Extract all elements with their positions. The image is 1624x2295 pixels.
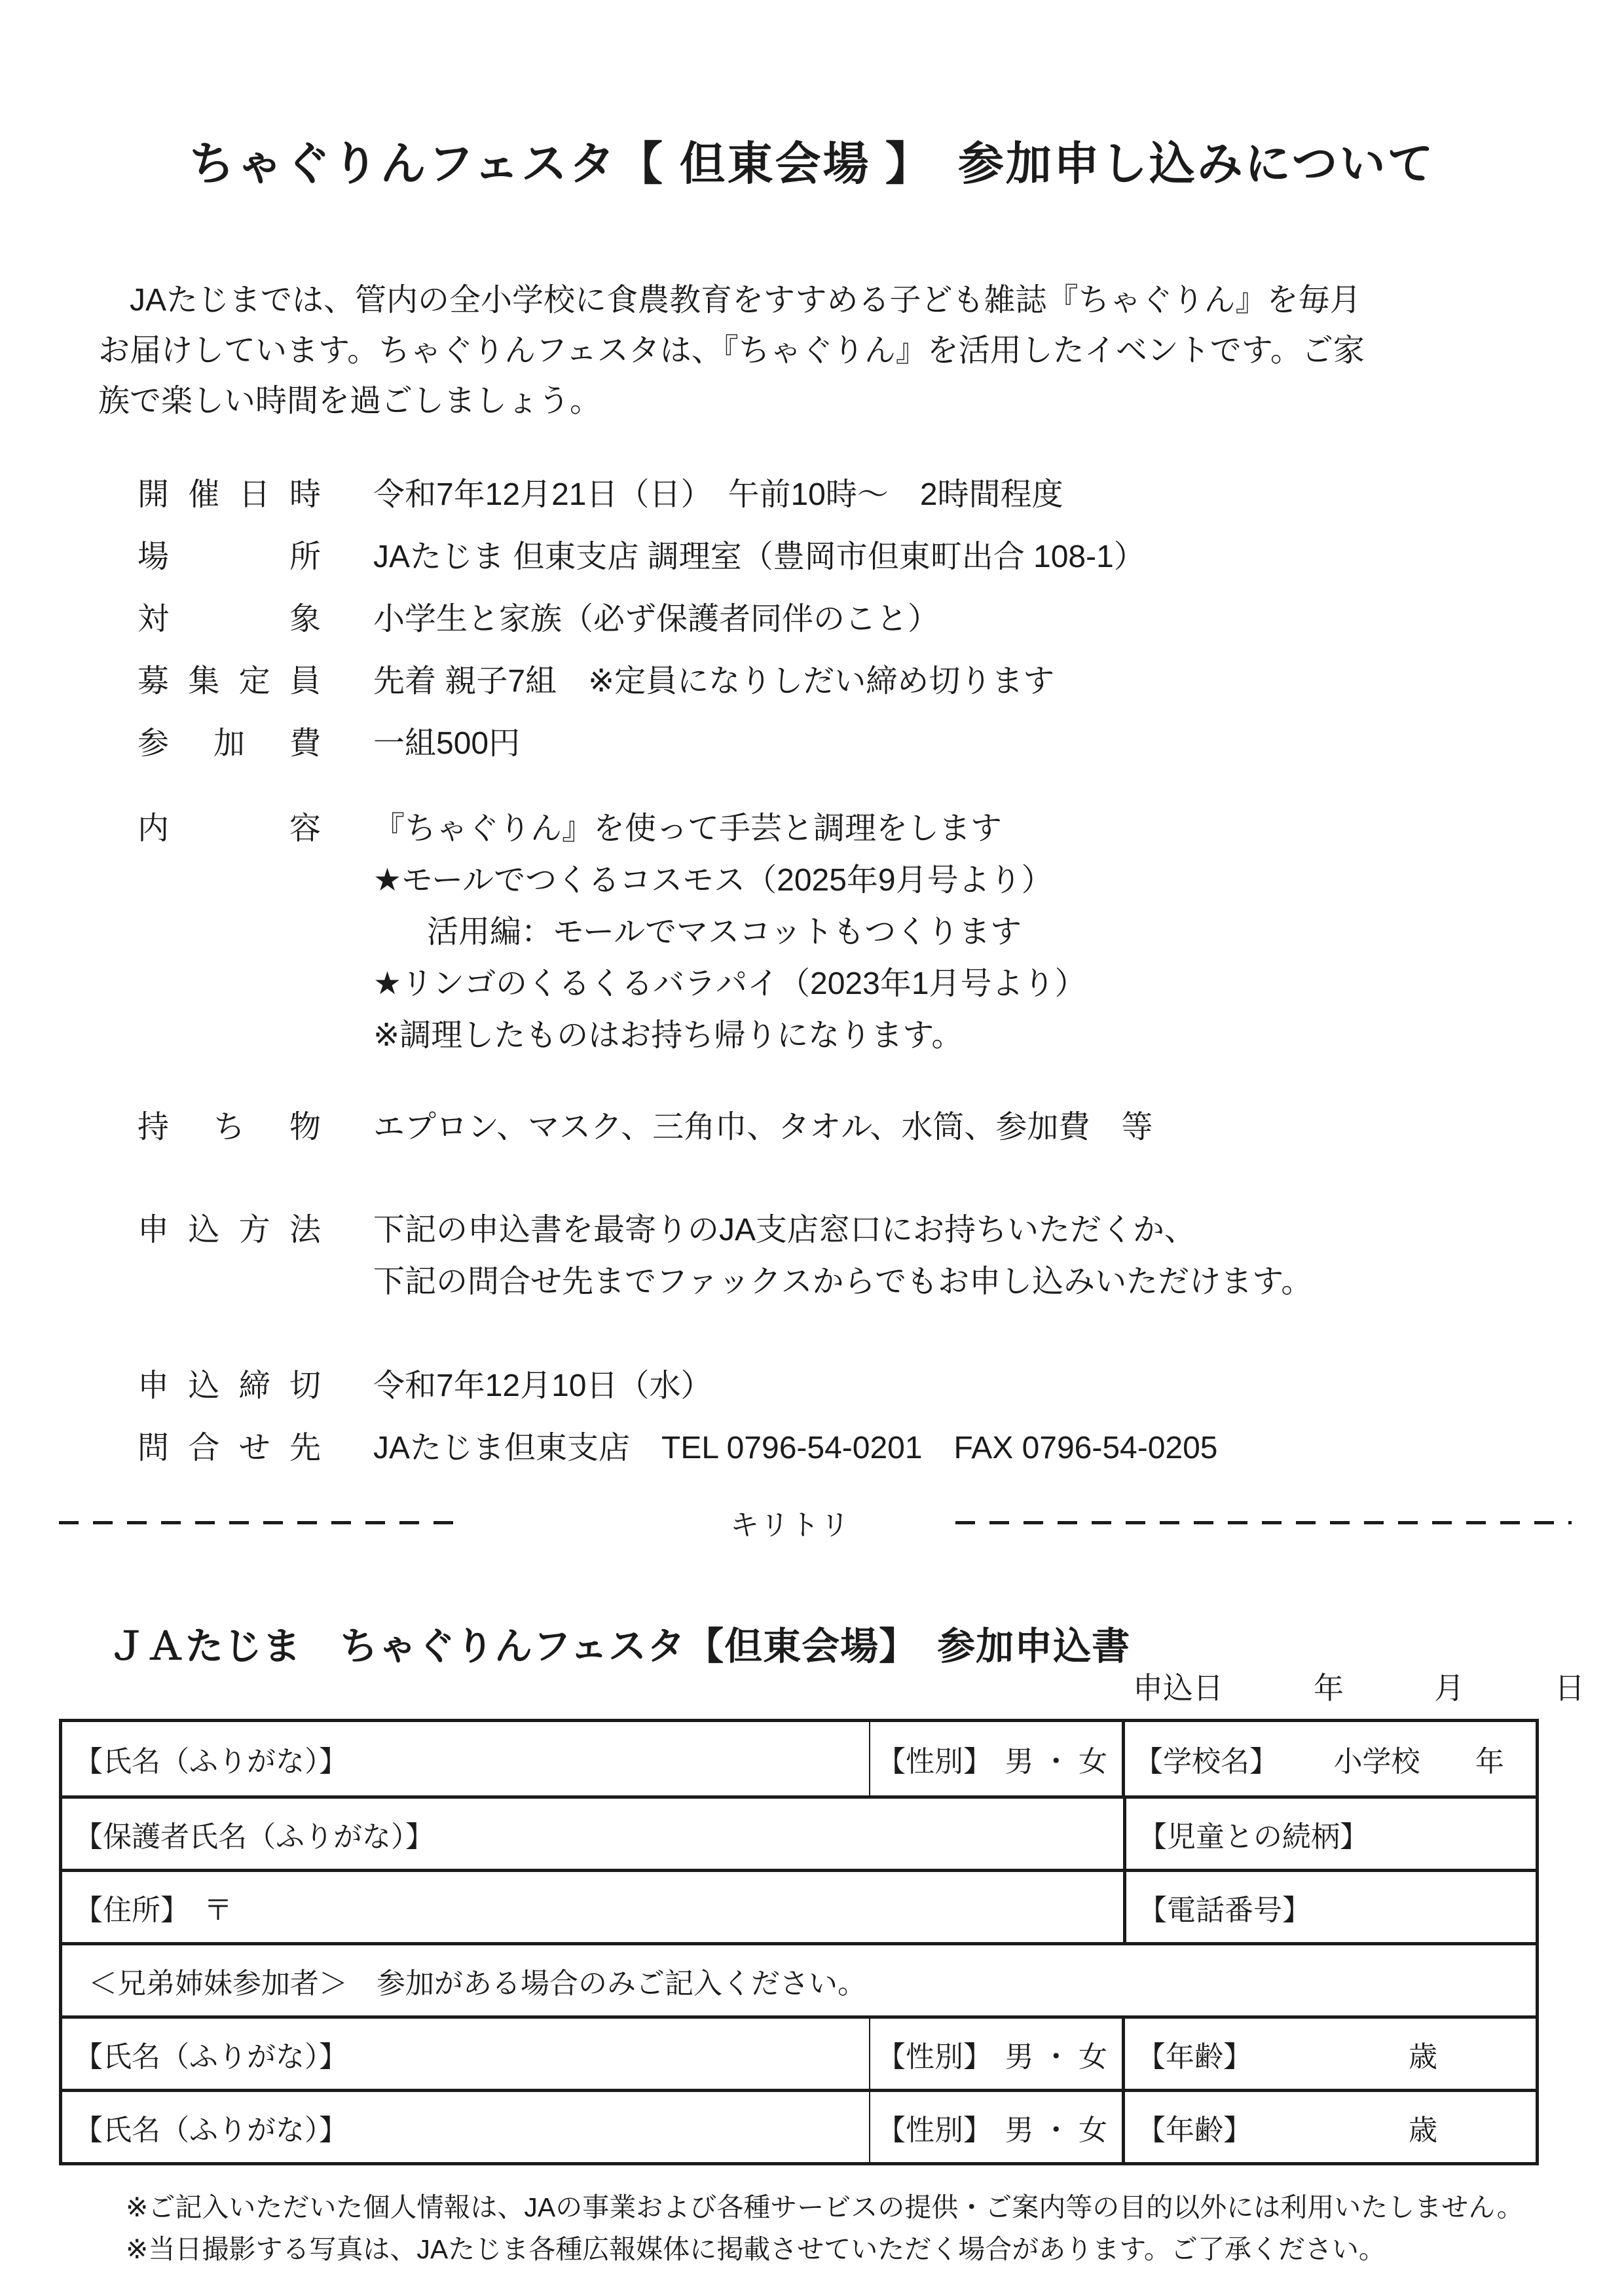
sibling2-gender-field [869, 2092, 1122, 2162]
info-row-contents [138, 803, 1624, 1061]
info-row-contact [138, 1425, 1624, 1472]
info-row-datetime [138, 471, 1624, 519]
intro-line-1: JAたじまでは、管内の全小学校に食農教育をすすめる子ども雑誌『ちゃぐりん』を毎月 [98, 283, 1361, 318]
method-line-2: 下記の問合せ先までファックスからでもお申し込みいただけます。 [373, 1264, 1313, 1299]
info-label-datetime: 開催日時 [138, 477, 321, 512]
sibling1-name-field: 【氏名（ふりがな）】 [74, 2040, 348, 2073]
applicant-gender-field [869, 1722, 1122, 1795]
gender-options: 男 ・ 女 [1005, 1746, 1107, 1778]
info-label-target: 対象 [138, 602, 321, 636]
photo-note: ※当日撮影する写真は、JAたじま各種広報媒体に掲載させていただく場合があります。ご了承ください。 [126, 2234, 1386, 2264]
info-row-target [138, 596, 1624, 643]
intro-line-2: お届けしています。ちゃぐりんフェスタは、『ちゃぐりん』を活用したイベントです。ご家 [98, 333, 1365, 368]
application-form-title: ＪＡたじま ちゃぐりんフェスタ【但東会場】 参加申込書 [108, 1625, 1131, 1668]
gender-label: 【性別】 [877, 1746, 992, 1778]
sibling1-age-field [1122, 2019, 1536, 2089]
relation-field: 【児童との続柄】 [1123, 1799, 1536, 1869]
cut-line-label: キリトリ [730, 1509, 851, 1541]
info-label-deadline: 申込締切 [138, 1368, 321, 1403]
method-line-1: 下記の申込書を最寄りのJA支店窓口にお持ちいただくか、 [373, 1213, 1196, 1247]
contents-line-1: 『ちゃぐりん』を使って手芸と調理をします [373, 811, 1003, 846]
address-field: 【住所】 〒 [74, 1894, 232, 1926]
info-row-capacity [138, 658, 1624, 705]
cut-dashes-left [59, 1521, 458, 1524]
gender-options: 男 ・ 女 [1005, 2114, 1107, 2146]
info-label-contact: 問合せ先 [138, 1431, 321, 1465]
age-unit: 歳 [1409, 2040, 1437, 2073]
table-row-sibling-1 [62, 2015, 1536, 2089]
table-row-siblings-note [62, 1942, 1536, 2015]
info-value-place: JAたじま 但東支店 調理室（豊岡市但東町出合 108-1） [373, 540, 1145, 574]
gender-label: 【性別】 [877, 2114, 992, 2146]
school-label: 【学校名】 [1134, 1746, 1278, 1778]
application-form-table [59, 1719, 1539, 2165]
info-label-fee: 参加費 [138, 726, 321, 761]
info-value-fee: 一組500円 [373, 726, 521, 761]
privacy-note: ※ご記入いただいた個人情報は、JAの事業および各種サービスの提供・ご案内等の目的以外には利用いたしません。 [126, 2192, 1524, 2222]
sibling2-name-field: 【氏名（ふりがな）】 [74, 2114, 348, 2146]
info-row-method [138, 1204, 1624, 1308]
guardian-name-field: 【保護者氏名（ふりがな）】 [74, 1820, 434, 1853]
gender-label: 【性別】 [877, 2040, 992, 2073]
contents-line-2: ★モールでつくるコスモス（2025年9月号より） [373, 863, 1053, 898]
grade-suffix: 年 [1475, 1746, 1504, 1778]
info-row-fee [138, 720, 1624, 767]
sibling2-age-field [1122, 2092, 1536, 2162]
info-row-deadline [138, 1363, 1624, 1410]
info-value-method [373, 1204, 1312, 1308]
apply-date-line: 申込日 年 月 日 [1133, 1671, 1585, 1705]
info-label-contents: 内容 [138, 811, 321, 846]
contents-line-5: ※調理したものはお持ち帰りになります。 [373, 1018, 963, 1053]
cut-line [59, 1505, 1572, 1540]
table-row-guardian [62, 1795, 1536, 1869]
info-label-capacity: 募集定員 [138, 664, 321, 699]
page-title: ちゃぐりんフェスタ【 但東会場 】 参加申し込みについて [189, 138, 1435, 189]
age-unit: 歳 [1409, 2114, 1437, 2146]
phone-field: 【電話番号】 [1123, 1872, 1536, 1942]
info-value-contact: JAたじま但東支店 TEL 0796-54-0201 FAX 0796-54-0205 [373, 1431, 1218, 1465]
info-value-items: エプロン、マスク、三角巾、タオル、水筒、参加費 等 [373, 1110, 1153, 1145]
table-row-sibling-2 [62, 2089, 1536, 2162]
table-row-address [62, 1869, 1536, 1942]
intro-paragraph [98, 275, 1526, 426]
contents-line-4: ★リンゴのくるくるバラパイ（2023年1月号より） [373, 966, 1086, 1001]
info-value-contents [373, 803, 1086, 1061]
footer-notes [126, 2186, 1585, 2270]
event-info-list [138, 471, 1624, 1472]
cut-dashes-right [955, 1521, 1572, 1524]
applicant-school-field [1122, 1722, 1536, 1795]
age-label: 【年齢】 [1137, 2040, 1252, 2073]
school-suffix: 小学校 [1333, 1746, 1420, 1778]
info-row-place [138, 534, 1624, 581]
info-label-items: 持ち物 [138, 1110, 321, 1145]
sibling1-gender-field [869, 2019, 1122, 2089]
info-value-capacity: 先着 親子7組 ※定員になりしだい締め切ります [373, 664, 1055, 699]
contents-line-3: 活用編：モールでマスコットもつくります [427, 915, 1022, 949]
info-label-method: 申込方法 [138, 1213, 321, 1247]
age-label: 【年齢】 [1137, 2114, 1252, 2146]
gender-options: 男 ・ 女 [1005, 2040, 1107, 2073]
info-label-place: 場所 [138, 540, 321, 574]
info-value-datetime: 令和7年12月21日（日） 午前10時～ 2時間程度 [373, 477, 1063, 512]
info-value-target: 小学生と家族（必ず保護者同伴のこと） [373, 602, 940, 636]
info-value-deadline: 令和7年12月10日（水） [373, 1368, 712, 1403]
intro-line-3: 族で楽しい時間を過ごしましょう。 [98, 384, 602, 418]
table-row-applicant [62, 1722, 1536, 1795]
siblings-note: ＜兄弟姉妹参加者＞ 参加がある場合のみご記入ください。 [88, 1967, 866, 2000]
applicant-name-field: 【氏名（ふりがな）】 [74, 1746, 348, 1778]
info-row-items [138, 1104, 1624, 1151]
